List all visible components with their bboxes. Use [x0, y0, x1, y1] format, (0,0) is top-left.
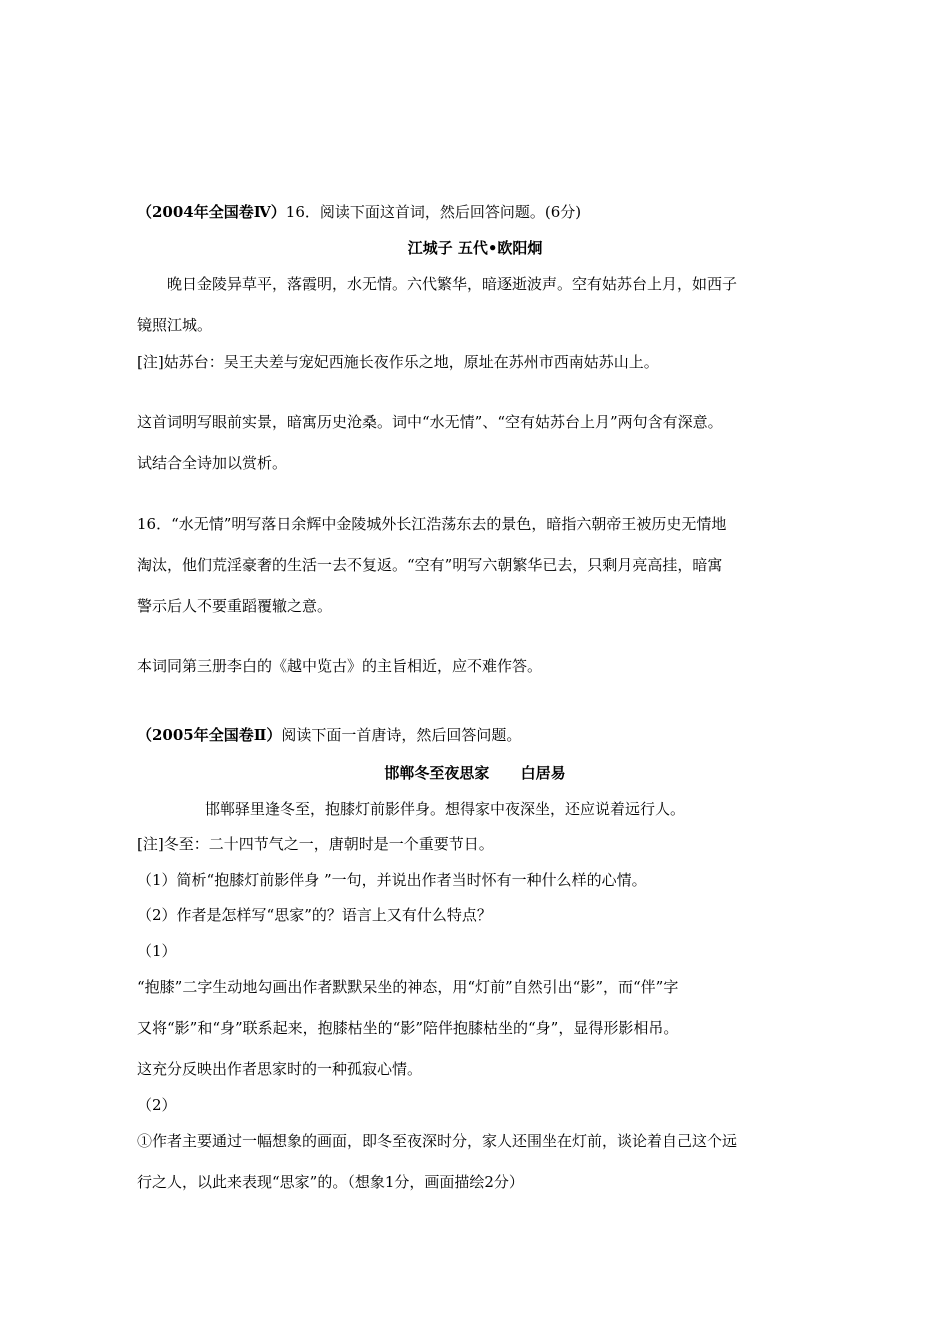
answer-1-line-2: 又将“影”和“身”联系起来，抱膝枯坐的“影”陪伴抱膝枯坐的“身”，显得形影相吊。: [137, 1019, 679, 1037]
answer-line-1: 16．“水无情”明写落日余辉中金陵城外长江浩荡东去的景色，暗指六朝帝王被历史无情地: [137, 515, 727, 533]
question-instruction-2004: 16．阅读下面这首词，然后回答问题。(6分): [285, 203, 582, 221]
poem-text-line-1: 晚日金陵异草平，落霞明，水无情。六代繁华，暗逐逝波声。空有姑苏台上月，如西子: [167, 275, 738, 293]
answer-2-label: （2）: [137, 1096, 177, 1114]
answer-line-3: 警示后人不要重蹈覆辙之意。: [137, 597, 333, 615]
exam-source-2005: （2005年全国卷Ⅱ）: [137, 726, 282, 744]
question-header-2004: [137, 202, 581, 222]
annotation-2004: [注]姑苏台：吴王夫差与宠妃西施长夜作乐之地，原址在苏州市西南姑苏山上。: [137, 353, 659, 371]
answer-2-line-1: ①作者主要通过一幅想象的画面，即冬至夜深时分，家人还围坐在灯前，谈论着自己这个远: [137, 1132, 738, 1150]
poem-text-2005: 邯郸驿里逢冬至，抱膝灯前影伴身。想得家中夜深坐，还应说着远行人。: [205, 800, 686, 818]
prompt-line-1: 这首词明写眼前实景，暗寓历史沧桑。词中“水无情”、“空有姑苏台上月”两句含有深意。: [137, 413, 723, 431]
answer-line-2: 淘汰，他们荒淫豪奢的生活一去不复返。“空有”明写六朝繁华已去，只剩月亮高挂，暗寓: [137, 556, 723, 574]
answer-1-label: （1）: [137, 942, 177, 960]
question-2: （2）作者是怎样写“思家”的？语言上又有什么特点？: [137, 906, 492, 924]
question-header-2005: [137, 725, 521, 745]
comment-2004: 本词同第三册李白的《越中览古》的主旨相近，应不难作答。: [137, 657, 543, 675]
poem-title-2004: 江城子 五代•欧阳炯: [407, 239, 543, 257]
answer-2-line-2: 行之人，以此来表现“思家”的。（想象1分，画面描绘2分）: [137, 1173, 524, 1191]
poem-title-2005: 邯郸冬至夜思家 白居易: [384, 764, 566, 782]
answer-1-line-3: 这充分反映出作者思家时的一种孤寂心情。: [137, 1060, 423, 1078]
exam-source-2004: （2004年全国卷Ⅳ）: [137, 203, 286, 221]
question-1: （1）简析“抱膝灯前影伴身 ”一句，并说出作者当时怀有一种什么样的心情。: [137, 871, 647, 889]
annotation-2005: [注]冬至：二十四节气之一，唐朝时是一个重要节日。: [137, 835, 494, 853]
question-instruction-2005: 阅读下面一首唐诗，然后回答问题。: [281, 726, 522, 744]
poem-text-line-2: 镜照江城。: [137, 316, 213, 334]
prompt-line-2: 试结合全诗加以赏析。: [137, 454, 288, 472]
answer-1-line-1: “抱膝”二字生动地勾画出作者默默呆坐的神态，用“灯前”自然引出“影”，而“伴”字: [137, 978, 679, 996]
